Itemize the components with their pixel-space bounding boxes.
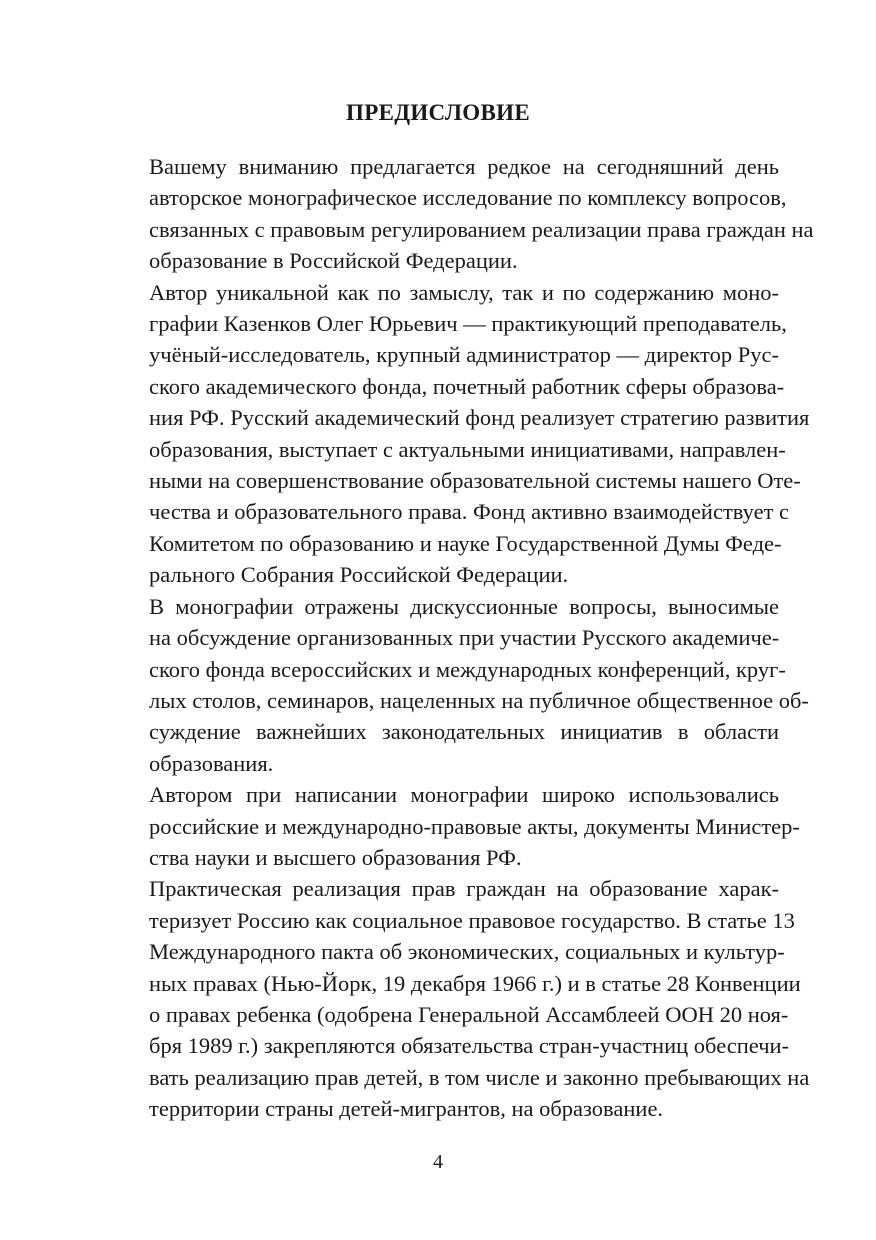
- text-line: Международного пакта об экономических, социальных и культур-: [149, 939, 785, 965]
- text-line: Вашему вниманию предлагается редкое на сегодняшний день: [149, 154, 779, 179]
- text-line: ства науки и высшего образования РФ.: [149, 844, 522, 870]
- paragraph-1: [97, 151, 814, 277]
- text-line: образования, выступает с актуальными инициативами, направлен-: [149, 436, 786, 462]
- text-line: образования.: [149, 750, 274, 776]
- text-line: на обсуждение организованных при участии Русского академиче-: [149, 625, 780, 651]
- paragraph-5: [97, 873, 810, 1124]
- text-line: российские и международно-правовые акты, документы Министер-: [149, 813, 800, 839]
- text-line: территории страны детей-мигрантов, на образование.: [149, 1096, 664, 1122]
- text-line: ния РФ. Русский академический фонд реализует стратегию развития: [149, 405, 810, 431]
- text-line: вать реализацию прав детей, в том числе и законно пребывающих на: [149, 1064, 810, 1090]
- paragraph-3: [97, 591, 809, 779]
- document-body: [97, 151, 814, 1125]
- text-line: В монографии отражены дискуссионные вопросы, выносимые: [149, 593, 779, 619]
- text-line: теризует Россию как социальное правовое государство. В статье 13: [149, 907, 795, 933]
- text-line: учёный-исследователь, крупный администратор — директор Рус-: [149, 342, 779, 368]
- text-line: ского фонда всероссийских и международных конференций, круг-: [149, 656, 786, 682]
- paragraph-4: [97, 779, 800, 873]
- text-line: ных правах (Нью-Йорк, 19 декабря 1966 г.) и в статье 28 Конвенции: [149, 970, 801, 996]
- text-line: о правах ребенка (одобрена Генеральной Ассамблеей ООН 20 ноя-: [149, 1001, 789, 1027]
- text-line: ского академического фонда, почетный работник сферы образова-: [149, 373, 785, 399]
- text-line: рального Собрания Российской Федерации.: [149, 562, 569, 588]
- text-line: ными на совершенствование образовательной системы нашего Оте-: [149, 468, 801, 494]
- text-line: образование в Российской Федерации.: [149, 248, 518, 274]
- text-line: Автором при написании монографии широко использовались: [149, 782, 779, 808]
- page-number: 4: [433, 1151, 443, 1173]
- text-line: Комитетом по образованию и науке Государственной Думы Феде-: [149, 530, 782, 556]
- text-line: графии Казенков Олег Юрьевич — практикующий преподаватель,: [149, 311, 787, 337]
- text-line: Автор уникальной как по замыслу, так и по содержанию моно-: [149, 279, 779, 305]
- page-title: ПРЕДИСЛОВИЕ: [346, 100, 530, 126]
- text-line: связанных с правовым регулированием реализации права граждан на: [149, 216, 814, 242]
- text-line: Практическая реализация прав граждан на образование харак-: [149, 876, 779, 902]
- text-line: чества и образовательного права. Фонд активно взаимодействует с: [149, 499, 790, 525]
- text-line: суждение важнейших законодательных инициатив в области: [149, 719, 779, 745]
- text-line: бря 1989 г.) закрепляются обязательства стран-участниц обеспечи-: [149, 1033, 790, 1059]
- text-line: авторское монографическое исследование по комплексу вопросов,: [149, 185, 787, 211]
- text-line: лых столов, семинаров, нацеленных на публичное общественное об-: [149, 687, 809, 713]
- paragraph-2: [97, 277, 810, 591]
